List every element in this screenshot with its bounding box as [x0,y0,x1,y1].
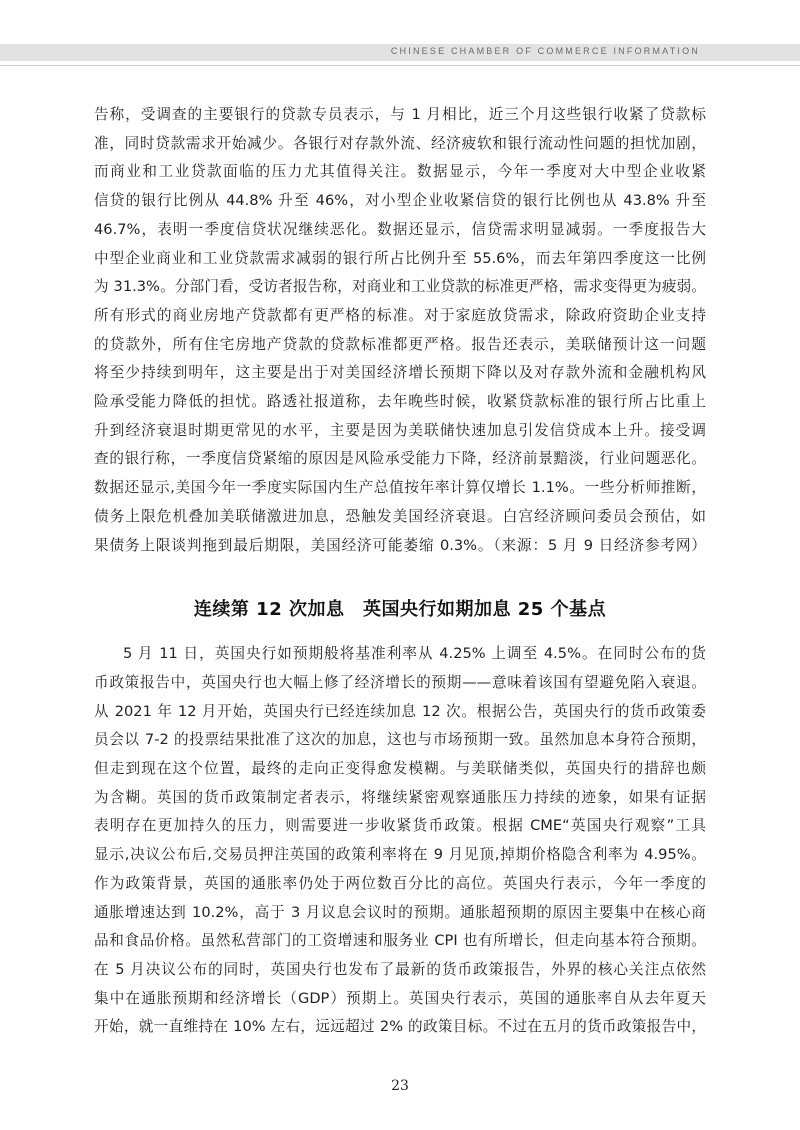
body-line: 中型企业商业和工业贷款需求减弱的银行所占比例升至 55.6%，而去年第四季度这一比例 [94,249,706,267]
body-line: 准，同时贷款需求开始减少。各银行对存款外流、经济疲软和银行流动性问题的担忧加剧， [94,134,706,152]
article-1-body [94,101,706,560]
page-number: 23 [391,1078,409,1094]
body-line: 币政策报告中，英国央行也大幅上修了经济增长的预期——意味着该国有望避免陷入衰退。 [94,673,706,691]
body-line: 的贷款外，所有住宅房地产贷款的贷款标准都更严格。报告还表示，美联储预计这一问题 [94,335,706,353]
body-line: 通胀增速达到 10.2%，高于 3 月议息会议时的预期。通胀超预期的原因主要集中在核心商 [94,903,706,921]
body-line: 但走到现在这个位置，最终的走向正变得愈发模糊。与美联储类似，英国央行的措辞也颇 [94,760,706,778]
body-line: 查的银行称，一季度信贷紧缩的原因是风险承受能力下降，经济前景黯淡，行业问题恶化。 [94,450,706,468]
body-line: 所有形式的商业房地产贷款都有更严格的标准。对于家庭放贷需求，除政府资助企业支持 [94,306,706,324]
body-line: 信贷的银行比例从 44.8% 升至 46%，对小型企业收紧信贷的银行比例也从 43.8% 升至 [94,192,706,210]
body-line: 表明存在更加持久的压力，则需要进一步收紧货币政策。根据 CME“英国央行观察”工具 [94,817,706,835]
body-line: 为含糊。英国的货币政策制定者表示，将继续紧密观察通胀压力持续的迹象，如果有证据 [94,788,706,806]
body-line: 在 5 月决议公布的同时，英国央行也发布了最新的货币政策报告，外界的核心关注点依然 [94,960,706,978]
body-line: 险承受能力降低的担忧。路透社报道称，去年晚些时候，收紧贷款标准的银行所占比重上 [94,393,706,411]
body-line: 从 2021 年 12 月开始，英国央行已经连续加息 12 次。根据公告，英国央行的货币政策委 [94,702,706,720]
body-line: 开始，就一直维持在 10% 左右，远远超过 2% 的政策目标。不过在五月的货币政策报告中， [94,1018,706,1036]
body-line: 46.7%，表明一季度信贷状况继续恶化。数据还显示，信贷需求明显减弱。一季度报告大 [94,220,706,238]
article-2-body [94,640,706,1042]
body-line: 而商业和工业贷款面临的压力尤其值得关注。数据显示，今年一季度对大中型企业收紧 [94,163,706,181]
body-line: 员会以 7-2 的投票结果批准了这次的加息，这也与市场预期一致。虽然加息本身符合预期， [94,731,706,749]
body-line: 升到经济衰退时期更常见的水平，主要是因为美联储快速加息引发信贷成本上升。接受调 [94,421,706,439]
body-line: 果债务上限谈判拖到最后期限，美国经济可能萎缩 0.3%。（来源：5 月 9 日经济参考网） [94,536,706,554]
article-2-title: 连续第 12 次加息 英国央行如期加息 25 个基点 [193,599,607,621]
running-header: CHINESE CHAMBER OF COMMERCE INFORMATION [390,46,700,56]
body-line: 告称，受调查的主要银行的贷款专员表示，与 1 月相比，近三个月这些银行收紧了贷款标 [94,106,706,123]
body-line: 将至少持续到明年，这主要是出于对美国经济增长预期下降以及对存款外流和金融机构风 [94,364,706,382]
body-line: 显示,决议公布后,交易员押注英国的政策利率将在 9 月见顶,掉期价格隐含利率为 4.95%。 [94,846,706,864]
body-line: 作为政策背景，英国的通胀率仍处于两位数百分比的高位。英国央行表示，今年一季度的 [94,874,706,892]
body-line: 债务上限危机叠加美联储激进加息，恐触发美国经济衰退。白宫经济顾问委员会预估，如 [94,507,706,525]
header-divider [0,65,800,66]
body-line: 品和食品价格。虽然私营部门的工资增速和服务业 CPI 也有所增长，但走向基本符合预期。 [94,932,706,950]
body-line: 5 月 11 日，英国央行如预期般将基准利率从 4.25% 上调至 4.5%。在同时公布的货 [123,645,706,663]
page-content [94,101,706,1042]
body-line: 集中在通胀预期和经济增长（GDP）预期上。英国央行表示，英国的通胀率自从去年夏天 [94,989,706,1007]
body-line: 为 31.3%。分部门看，受访者报告称，对商业和工业贷款的标准更严格，需求变得更为疲弱。 [94,278,706,296]
body-line: 数据还显示,美国今年一季度实际国内生产总值按年率计算仅增长 1.1%。一些分析师推断， [94,479,706,497]
